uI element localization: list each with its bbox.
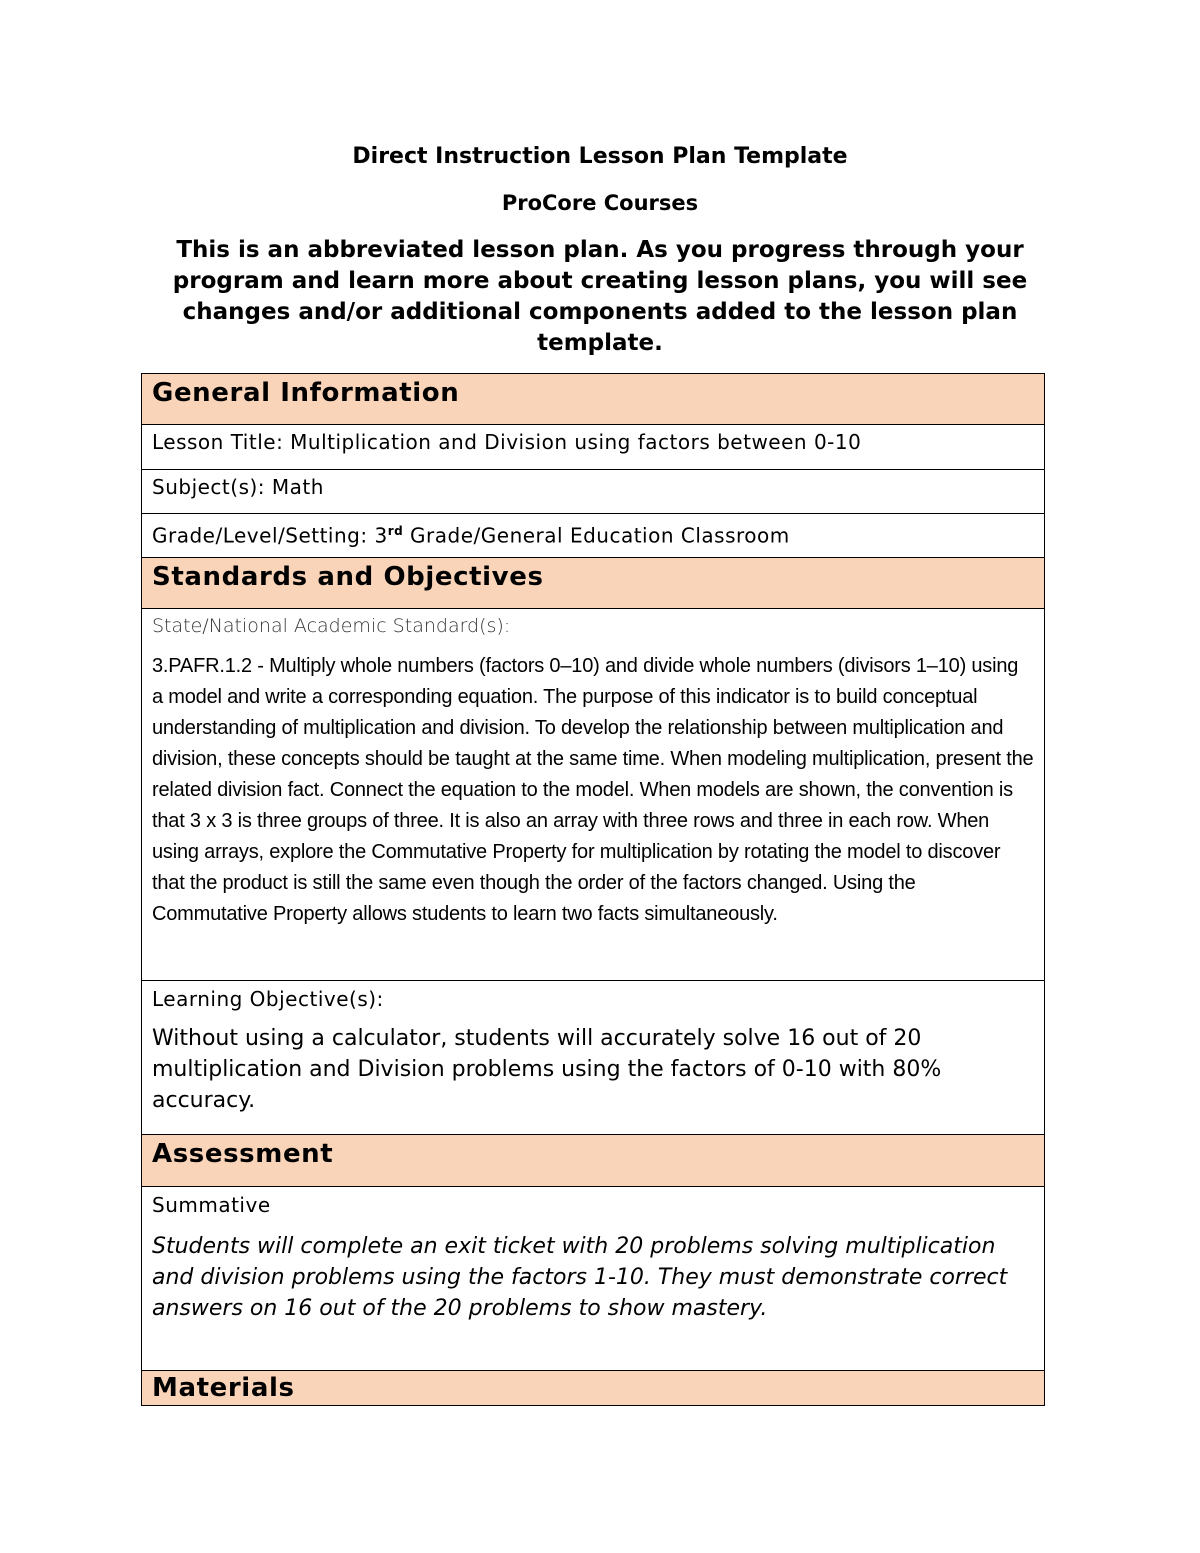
grade-ordinal-suffix: rd bbox=[387, 523, 404, 538]
subjects-field: Subject(s): Math bbox=[142, 469, 1045, 513]
summative-label: Summative bbox=[152, 1192, 271, 1217]
document-title: Direct Instruction Lesson Plan Template bbox=[352, 144, 848, 169]
assessment-heading: Assessment bbox=[142, 1135, 1045, 1186]
table-row bbox=[142, 1186, 1045, 1370]
grade-level-setting-field bbox=[142, 513, 1045, 557]
standard-text: 3.PAFR.1.2 - Multiply whole numbers (factors 0–10) and divide whole numbers (divisors 1–10) using a model and write a corresponding equation. The purpose of this indicator is to build conceptual understanding of multiplication and division. To develop the relationship between multiplication and division, these concepts should be taught at the same time. When modeling multiplication, present the related division fact. Connect the equation to the model. When models are shown, the convention is that 3 x 3 is three groups of three. It is also an array with three rows and three in each row. When using arrays, explore the Commutative Property for multiplication by rotating the model to discover that the product is still the same even though the order of the factors changed. Using the Commutative Property allows students to learn two facts simultaneously. bbox=[152, 655, 1034, 926]
intro-paragraph: This is an abbreviated lesson plan. As you progress through your program and learn more about creating lesson plans, you will see changes and/or additional components added to the lesson plan template. bbox=[172, 237, 1028, 356]
standards-objectives-heading: Standards and Objectives bbox=[142, 558, 1045, 609]
grade-prefix: Grade/Level/Setting: 3 bbox=[152, 523, 388, 548]
standard-label: State/National Academic Standard(s): bbox=[152, 615, 511, 638]
lesson-plan-table bbox=[141, 373, 1045, 1406]
table-row bbox=[142, 1135, 1045, 1186]
lesson-title-field: Lesson Title: Multiplication and Division using factors between 0-10 bbox=[142, 425, 1045, 469]
table-row bbox=[142, 1370, 1045, 1405]
table-row bbox=[142, 558, 1045, 609]
table-row bbox=[142, 425, 1045, 469]
standards-cell bbox=[142, 609, 1045, 980]
table-row bbox=[142, 609, 1045, 980]
objective-text: Without using a calculator, students will accurately solve 16 out of 20 multiplication and Division problems using the factors of 0-10 with 80% accuracy. bbox=[152, 1025, 942, 1113]
table-row bbox=[142, 513, 1045, 557]
objective-label: Learning Objective(s): bbox=[152, 986, 384, 1011]
table-row bbox=[142, 469, 1045, 513]
materials-heading: Materials bbox=[142, 1370, 1045, 1405]
grade-suffix: Grade/General Education Classroom bbox=[403, 523, 790, 548]
assessment-cell bbox=[142, 1186, 1045, 1370]
table-row bbox=[142, 980, 1045, 1135]
table-row bbox=[142, 374, 1045, 425]
general-information-heading: General Information bbox=[142, 374, 1045, 425]
document-subtitle: ProCore Courses bbox=[501, 191, 699, 215]
summative-text: Students will complete an exit ticket with 20 problems solving multiplication and division problems using the factors 1-10. They must demonstrate correct answers on 16 out of the 20 problems to show mastery. bbox=[152, 1233, 1008, 1321]
objectives-cell bbox=[142, 980, 1045, 1135]
